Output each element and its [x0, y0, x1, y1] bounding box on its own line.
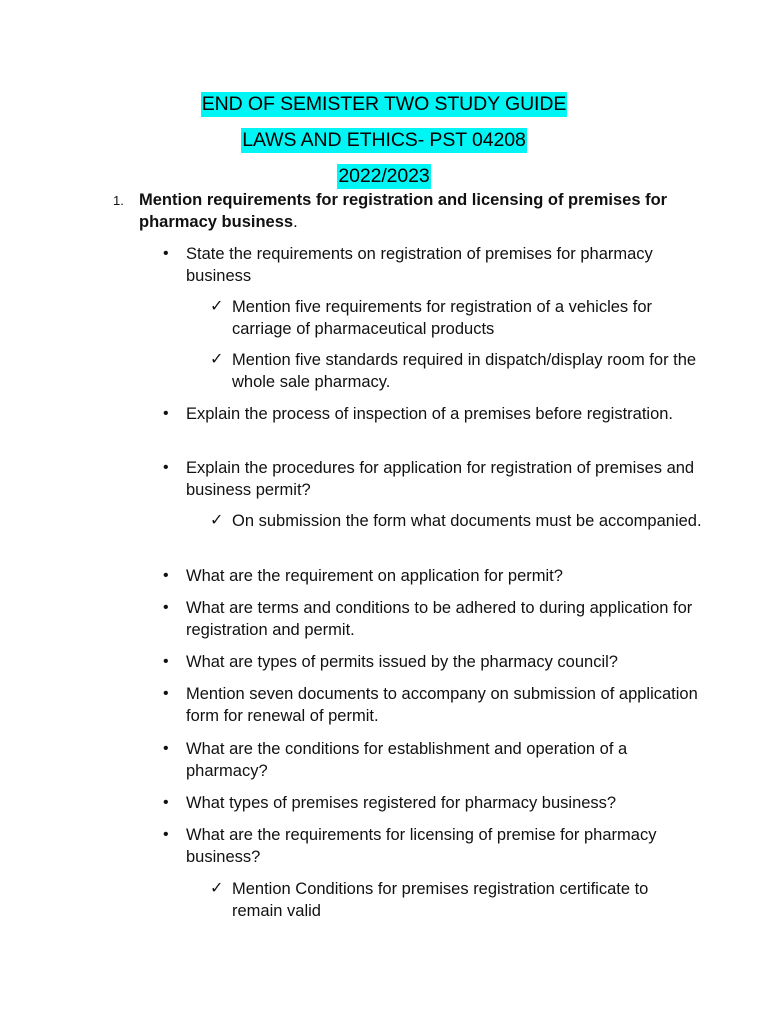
bullet-icon: • — [163, 245, 169, 262]
title-block — [0, 86, 768, 194]
bullet-icon: • — [163, 599, 169, 616]
list-item: What are types of permits issued by the pharmacy council? — [186, 653, 618, 671]
bullet-icon: • — [163, 567, 169, 584]
bullet-icon: • — [163, 405, 169, 422]
sub-list-item: Mention five standards required in dispatch/display room for the whole sale pharmacy. — [232, 351, 697, 391]
list-item: What are the conditions for establishment and operation of a pharmacy? — [186, 740, 628, 780]
check-icon: ✓ — [210, 512, 224, 529]
bullet-icon: • — [163, 740, 169, 757]
question-text-body: Mention requirements for registration and licensing of premises for pharmacy business — [139, 191, 668, 231]
question-number: 1. — [113, 193, 124, 208]
bullet-icon: • — [163, 826, 169, 843]
list-item: Explain the process of inspection of a premises before registration. — [186, 405, 674, 423]
list-item: What are terms and conditions to be adhered to during application for registration and permit. — [186, 599, 693, 639]
list-item: What are the requirements for licensing of premise for pharmacy business? — [186, 826, 657, 866]
question-text — [139, 189, 713, 233]
check-icon: ✓ — [210, 351, 224, 368]
question-end-punct: . — [293, 213, 298, 231]
sub-list-item: Mention five requirements for registration of a vehicles for carriage of pharmaceutical products — [232, 298, 653, 338]
title-line-2: LAWS AND ETHICS- PST 04208 — [242, 128, 526, 151]
sub-list-item: On submission the form what documents must be accompanied. — [232, 512, 702, 530]
title-line-1: END OF SEMISTER TWO STUDY GUIDE — [201, 92, 567, 115]
list-item: Mention seven documents to accompany on submission of application form for renewal of permit. — [186, 685, 698, 725]
bullet-icon: • — [163, 685, 169, 702]
bullet-icon: • — [163, 794, 169, 811]
list-item: What types of premises registered for pharmacy business? — [186, 794, 617, 812]
bullet-icon: • — [163, 653, 169, 670]
question-1 — [113, 189, 713, 233]
check-icon: ✓ — [210, 298, 224, 315]
title-line-3: 2022/2023 — [338, 164, 430, 187]
list-item: State the requirements on registration of premises for pharmacy business — [186, 245, 653, 285]
bullet-icon: • — [163, 459, 169, 476]
list-item: What are the requirement on application for permit? — [186, 567, 563, 585]
sub-list-item: Mention Conditions for premises registration certificate to remain valid — [232, 880, 649, 920]
check-icon: ✓ — [210, 880, 224, 897]
list-item: Explain the procedures for application for registration of premises and business permit? — [186, 459, 695, 499]
